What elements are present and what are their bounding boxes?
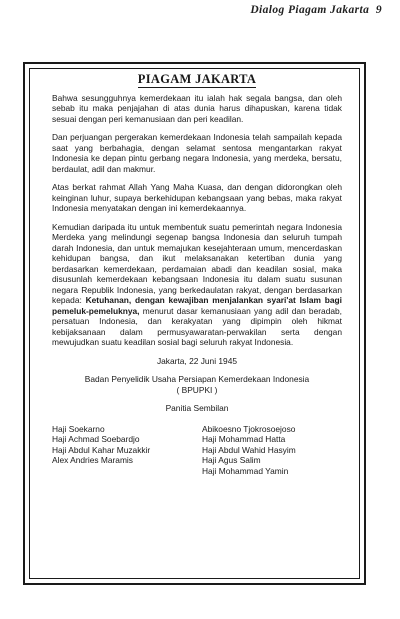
date-place: Jakarta, 22 Juni 1945 <box>156 355 238 366</box>
running-title: Dialog Piagam Jakarta <box>250 4 370 16</box>
signer: Alex Andries Maramis <box>52 455 133 465</box>
paragraph-4 <box>52 222 342 348</box>
signer: Haji Soekarno <box>52 423 105 434</box>
paragraph-4-intro: Kemudian daripada itu untuk membentuk suatu pemerintah negara Indonesia Merdeka yang melindungi segenap bangsa Indonesia dan seluruh tumpah darah Indonesia, dan untuk memajukan kesejahteraan umum, mencerdaskan kehidupan bangsa, dan ikut melaksanakan ketertiban dunia yang berdasarkan kemerdekaan, perdamaian abadi dan keadilan sosial, maka disusunlah kemerdekaan kebangsaan Indonesia itu dalam suatu susunan negara Republik Indonesia, yang berkedaulatan rakyat, dengan berdasarkan kepada: <box>52 221 342 305</box>
signers-left-column <box>52 424 192 477</box>
signer: Abikoesno Tjokrosoejoso <box>202 423 296 434</box>
document-body <box>52 74 342 476</box>
signers-right-column <box>202 424 342 477</box>
signer: Haji Achmad Soebardjo <box>52 434 140 444</box>
paragraph-4-rest: menurut dasar kemanusiaan yang adil dan beradab, persatuan Indonesia, dan kerakyatan yang dipimpin oleh hikmat kebijaksanaan dalam permusyawaratan-perwakilan serta dengan mewujudkan suatu keadilan sosial bagi seluruh rakyat Indonesia. <box>52 305 342 347</box>
paragraph-3: Atas berkat rahmat Allah Yang Maha Kuasa, dan dengan didorongkan oleh keinginan luhur, supaya berkehidupan kebangsaan yang bebas, maka rakyat Indonesia menyatakan dengan ini kemerdekaannya. <box>52 182 342 213</box>
signer: Haji Mohammad Hatta <box>202 434 286 444</box>
committee-name: Badan Penyelidik Usaha Persiapan Kemerdekaan Indonesia <box>84 374 310 384</box>
paragraph-2: Dan perjuangan pergerakan kemerdekaan Indonesia telah sampailah kepada saat yang berbahagia, dengan selamat sentosa mengantarkan rakyat Indonesia ke depan pintu gerbang negara Indonesia, yang merdeka, bersatu, berdaulat, adil dan makmur. <box>52 132 342 174</box>
document-title: PIAGAM JAKARTA <box>137 72 257 86</box>
signer: Haji Abdul Kahar Muzakkir <box>52 444 151 455</box>
signer: Haji Agus Salim <box>202 455 261 465</box>
running-header <box>250 4 382 16</box>
signer: Haji Abdul Wahid Hasyim <box>202 444 296 455</box>
panel-name: Panitia Sembilan <box>165 403 229 413</box>
signer: Haji Mohammad Yamin <box>202 465 289 476</box>
page-number: 9 <box>375 4 382 16</box>
paragraph-1: Bahwa sesungguhnya kemerdekaan itu ialah hak segala bangsa, dan oleh sebab itu maka penjajahan di atas dunia harus dihapuskan, karena tidak sesuai dengan peri kemanusiaan dan peri keadilan. <box>52 92 342 124</box>
signatories <box>52 424 342 477</box>
committee-abbreviation: ( BPUPKI ) <box>176 384 218 395</box>
paragraph-4-bold: Ketuhanan, dengan kewajiban menjalankan syari'at Islam bagi pemeluk-pemeluknya, <box>52 295 342 316</box>
